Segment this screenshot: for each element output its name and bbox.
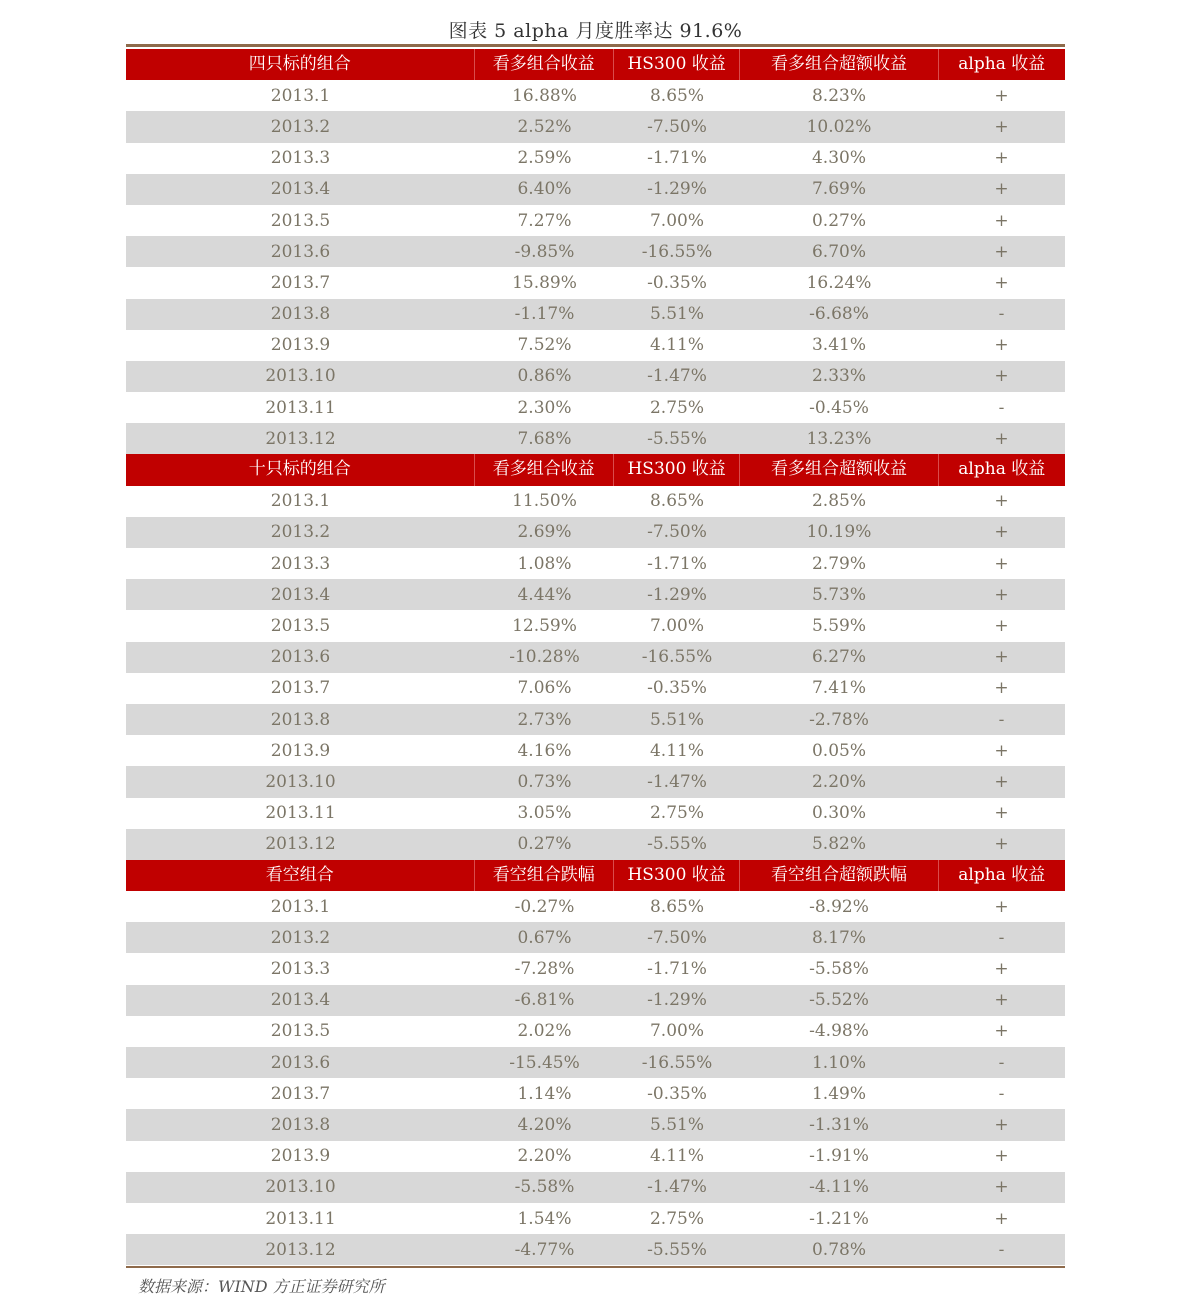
cell-long-return: -10.28% [509,647,580,668]
cell-hs300-return: -16.55% [641,647,713,668]
cell-excess-return: 10.02% [806,116,872,137]
cell-excess-return: 6.70% [811,241,866,262]
cell-long-return: -6.81% [514,990,575,1011]
cell-period: 2013.5 [270,1021,331,1042]
cell-alpha-sign: - [998,304,1005,325]
cell-long-return: 15.89% [512,272,577,293]
cell-period: 2013.9 [270,335,331,356]
cell-period: 2013.6 [270,647,331,668]
cell-long-return: 0.73% [517,771,572,792]
cell-hs300-return: 5.51% [649,304,704,325]
cell-alpha-sign: + [994,1208,1009,1229]
section-header-row [126,49,1065,80]
cell-excess-return: 10.19% [806,522,872,543]
cell-long-return: 2.52% [517,116,572,137]
table-row [126,267,1065,298]
cell-hs300-return: -7.50% [647,116,707,137]
column-header-hs300-return: HS300 收益 [613,454,739,485]
cell-alpha-sign: + [994,615,1009,636]
column-header-period: 看空组合 [265,864,334,885]
cell-period: 2013.2 [270,927,331,948]
cell-alpha-sign: - [998,1083,1005,1104]
cell-long-return: -1.17% [514,304,575,325]
cell-hs300-return: 7.00% [649,210,704,231]
cell-long-return: 2.20% [517,1146,572,1167]
cell-excess-return: 13.23% [806,428,872,449]
cell-period: 2013.3 [270,553,331,574]
column-header-excess-return: 看空组合超额跌幅 [739,860,937,891]
table-row [126,610,1065,641]
cell-alpha-sign: + [994,179,1009,200]
cell-hs300-return: 8.65% [649,896,704,917]
table-row [126,174,1065,205]
table-row [126,985,1065,1016]
cell-alpha-sign: + [994,647,1009,668]
cell-hs300-return: -1.71% [647,553,707,574]
table-row [126,361,1065,392]
table-row [126,1141,1065,1172]
cell-excess-return: 3.41% [811,335,866,356]
cell-hs300-return: 7.00% [649,615,704,636]
cell-alpha-sign: - [998,1052,1005,1073]
cell-hs300-return: 5.51% [649,709,704,730]
table-row [126,1203,1065,1234]
cell-hs300-return: 4.11% [649,740,704,761]
cell-hs300-return: -1.71% [647,959,707,980]
cell-period: 2013.10 [265,771,336,792]
cell-hs300-return: -5.55% [647,1239,707,1260]
cell-period: 2013.4 [270,990,331,1011]
table-row [126,1016,1065,1047]
cell-hs300-return: 8.65% [649,85,704,106]
cell-alpha-sign: + [994,366,1009,387]
cell-long-return: 1.14% [517,1083,572,1104]
cell-period: 2013.1 [270,491,331,512]
cell-period: 2013.4 [270,179,331,200]
cell-hs300-return: -1.29% [647,584,707,605]
cell-hs300-return: 4.11% [649,1146,704,1167]
cell-long-return: 0.86% [517,366,572,387]
cell-alpha-sign: + [994,85,1009,106]
cell-excess-return: 8.17% [811,927,866,948]
table-row [126,236,1065,267]
cell-excess-return: -1.31% [809,1114,869,1135]
column-header-long-return: 看空组合跌幅 [474,860,613,891]
table-row [126,642,1065,673]
cell-excess-return: -1.91% [809,1146,869,1167]
table-row [126,922,1065,953]
cell-period: 2013.5 [270,615,331,636]
table-row [126,766,1065,797]
table-row [126,735,1065,766]
cell-hs300-return: -1.29% [647,179,707,200]
cell-excess-return: 7.41% [811,678,866,699]
cell-hs300-return: -1.29% [647,990,707,1011]
cell-excess-return: 2.20% [811,771,866,792]
table-row [126,704,1065,735]
cell-long-return: 1.54% [517,1208,572,1229]
cell-excess-return: 0.30% [811,803,866,824]
cell-period: 2013.10 [265,366,336,387]
cell-alpha-sign: + [994,1114,1009,1135]
table-row [126,80,1065,111]
cell-period: 2013.5 [270,210,331,231]
cell-long-return: 2.30% [517,397,572,418]
cell-excess-return: 2.85% [811,491,866,512]
cell-alpha-sign: + [994,678,1009,699]
cell-long-return: -7.28% [514,959,575,980]
cell-long-return: 12.59% [512,615,577,636]
cell-long-return: 3.05% [517,803,572,824]
column-header-period: 四只标的组合 [248,54,351,74]
cell-hs300-return: -16.55% [641,241,713,262]
cell-period: 2013.12 [265,1239,336,1260]
cell-hs300-return: -1.47% [647,366,707,387]
cell-excess-return: -2.78% [809,709,869,730]
cell-alpha-sign: + [994,272,1009,293]
cell-period: 2013.7 [270,1083,331,1104]
cell-period: 2013.12 [265,428,336,449]
cell-alpha-sign: + [994,1021,1009,1042]
cell-hs300-return: 7.00% [649,1021,704,1042]
cell-period: 2013.1 [270,896,331,917]
cell-period: 2013.9 [270,1146,331,1167]
table-row [126,1047,1065,1078]
cell-alpha-sign: - [998,927,1005,948]
cell-hs300-return: -1.71% [647,148,707,169]
cell-hs300-return: -7.50% [647,522,707,543]
cell-excess-return: -5.52% [809,990,869,1011]
cell-period: 2013.12 [265,834,336,855]
cell-long-return: -4.77% [514,1239,575,1260]
figure-title: 图表 5 alpha 月度胜率达 91.6% [448,20,743,42]
cell-hs300-return: 5.51% [649,1114,704,1135]
table-row [126,673,1065,704]
cell-excess-return: 4.30% [811,148,866,169]
cell-hs300-return: -0.35% [647,678,707,699]
cell-excess-return: 0.05% [811,740,866,761]
cell-period: 2013.7 [270,272,331,293]
cell-excess-return: 6.27% [811,647,866,668]
cell-alpha-sign: + [994,1146,1009,1167]
table-row [126,1078,1065,1109]
cell-excess-return: 8.23% [811,85,866,106]
cell-alpha-sign: + [994,834,1009,855]
cell-hs300-return: 2.75% [649,1208,704,1229]
cell-alpha-sign: - [998,709,1005,730]
table-row [126,111,1065,142]
cell-excess-return: 1.10% [811,1052,866,1073]
cell-long-return: 7.27% [517,210,572,231]
cell-period: 2013.11 [265,803,336,824]
cell-long-return: 4.16% [517,740,572,761]
cell-alpha-sign: + [994,241,1009,262]
cell-excess-return: 5.59% [811,615,866,636]
table-row [126,517,1065,548]
table-row [126,205,1065,236]
column-header-excess-return: 看多组合超额收益 [739,454,937,485]
cell-alpha-sign: + [994,1177,1009,1198]
cell-hs300-return: -5.55% [647,428,707,449]
cell-alpha-sign: + [994,210,1009,231]
cell-excess-return: -0.45% [809,397,869,418]
cell-alpha-sign: + [994,584,1009,605]
cell-alpha-sign: + [994,771,1009,792]
cell-alpha-sign: + [994,896,1009,917]
cell-alpha-sign: + [994,803,1009,824]
column-header-hs300-return: HS300 收益 [613,860,739,891]
cell-excess-return: -8.92% [809,896,869,917]
cell-long-return: 16.88% [512,85,577,106]
top-rule [126,44,1065,47]
cell-period: 2013.8 [270,304,331,325]
cell-alpha-sign: + [994,553,1009,574]
cell-long-return: -15.45% [509,1052,580,1073]
cell-alpha-sign: + [994,335,1009,356]
column-header-excess-return: 看多组合超额收益 [739,49,937,80]
cell-hs300-return: -7.50% [647,927,707,948]
cell-hs300-return: 8.65% [649,491,704,512]
cell-excess-return: 1.49% [811,1083,866,1104]
cell-excess-return: 5.73% [811,584,866,605]
table-row [126,548,1065,579]
cell-alpha-sign: + [994,491,1009,512]
table-row [126,953,1065,984]
cell-period: 2013.1 [270,85,331,106]
cell-excess-return: 16.24% [806,272,872,293]
cell-period: 2013.6 [270,1052,331,1073]
cell-long-return: -0.27% [514,896,575,917]
table-row [126,1234,1065,1265]
column-header-hs300-return: HS300 收益 [613,49,739,80]
cell-long-return: 2.73% [517,709,572,730]
cell-alpha-sign: + [994,959,1009,980]
table-row [126,798,1065,829]
cell-alpha-sign: + [994,148,1009,169]
cell-period: 2013.3 [270,959,331,980]
cell-period: 2013.4 [270,584,331,605]
cell-period: 2013.7 [270,678,331,699]
cell-period: 2013.2 [270,522,331,543]
cell-excess-return: -4.11% [809,1177,869,1198]
cell-alpha-sign: - [998,397,1005,418]
table-row [126,486,1065,517]
column-header-alpha-sign: alpha 收益 [938,49,1065,80]
cell-period: 2013.8 [270,1114,331,1135]
cell-hs300-return: -16.55% [641,1052,713,1073]
bottom-rule [126,1266,1065,1268]
cell-period: 2013.3 [270,148,331,169]
alpha-win-rate-table [126,49,1065,1265]
table-row [126,829,1065,860]
section-header-row [126,454,1065,485]
cell-long-return: 7.06% [517,678,572,699]
cell-alpha-sign: + [994,522,1009,543]
cell-excess-return: 5.82% [811,834,866,855]
cell-long-return: -9.85% [514,241,575,262]
cell-period: 2013.11 [265,397,336,418]
cell-period: 2013.6 [270,241,331,262]
cell-excess-return: 7.69% [811,179,866,200]
cell-long-return: -5.58% [514,1177,575,1198]
cell-hs300-return: -1.47% [647,771,707,792]
cell-long-return: 11.50% [512,491,577,512]
cell-alpha-sign: - [998,1239,1005,1260]
cell-hs300-return: -1.47% [647,1177,707,1198]
section-header-row [126,860,1065,891]
cell-alpha-sign: + [994,990,1009,1011]
cell-excess-return: -4.98% [809,1021,869,1042]
table-row [126,1172,1065,1203]
cell-hs300-return: 2.75% [649,803,704,824]
table-row [126,891,1065,922]
table-row [126,330,1065,361]
cell-alpha-sign: + [994,740,1009,761]
cell-excess-return: -1.21% [809,1208,869,1229]
table-row [126,299,1065,330]
cell-alpha-sign: + [994,428,1009,449]
cell-alpha-sign: + [994,116,1009,137]
cell-long-return: 4.44% [517,584,572,605]
cell-long-return: 0.67% [517,927,572,948]
cell-excess-return: 2.33% [811,366,866,387]
cell-period: 2013.9 [270,740,331,761]
table-row [126,143,1065,174]
cell-long-return: 4.20% [517,1114,572,1135]
cell-long-return: 2.02% [517,1021,572,1042]
table-row [126,579,1065,610]
cell-long-return: 0.27% [517,834,572,855]
cell-hs300-return: 4.11% [649,335,704,356]
cell-excess-return: -6.68% [809,304,869,325]
column-header-alpha-sign: alpha 收益 [938,860,1065,891]
cell-hs300-return: -5.55% [647,834,707,855]
cell-period: 2013.10 [265,1177,336,1198]
table-row [126,392,1065,423]
cell-period: 2013.11 [265,1208,336,1229]
table-row [126,1109,1065,1140]
cell-excess-return: 0.27% [811,210,866,231]
cell-long-return: 2.69% [517,522,572,543]
cell-period: 2013.8 [270,709,331,730]
cell-hs300-return: -0.35% [647,272,707,293]
cell-excess-return: 0.78% [811,1239,866,1260]
cell-long-return: 6.40% [517,179,572,200]
cell-long-return: 1.08% [517,553,572,574]
column-header-long-return: 看多组合收益 [474,49,613,80]
cell-period: 2013.2 [270,116,331,137]
cell-excess-return: 2.79% [811,553,866,574]
cell-long-return: 7.68% [517,428,572,449]
column-header-long-return: 看多组合收益 [474,454,613,485]
cell-long-return: 7.52% [517,335,572,356]
source-note: 数据来源：WIND 方正证券研究所 [138,1277,385,1296]
table-row [126,423,1065,454]
cell-long-return: 2.59% [517,148,572,169]
cell-hs300-return: 2.75% [649,397,704,418]
cell-hs300-return: -0.35% [647,1083,707,1104]
column-header-alpha-sign: alpha 收益 [938,454,1065,485]
column-header-period: 十只标的组合 [248,459,351,480]
cell-excess-return: -5.58% [809,959,869,980]
